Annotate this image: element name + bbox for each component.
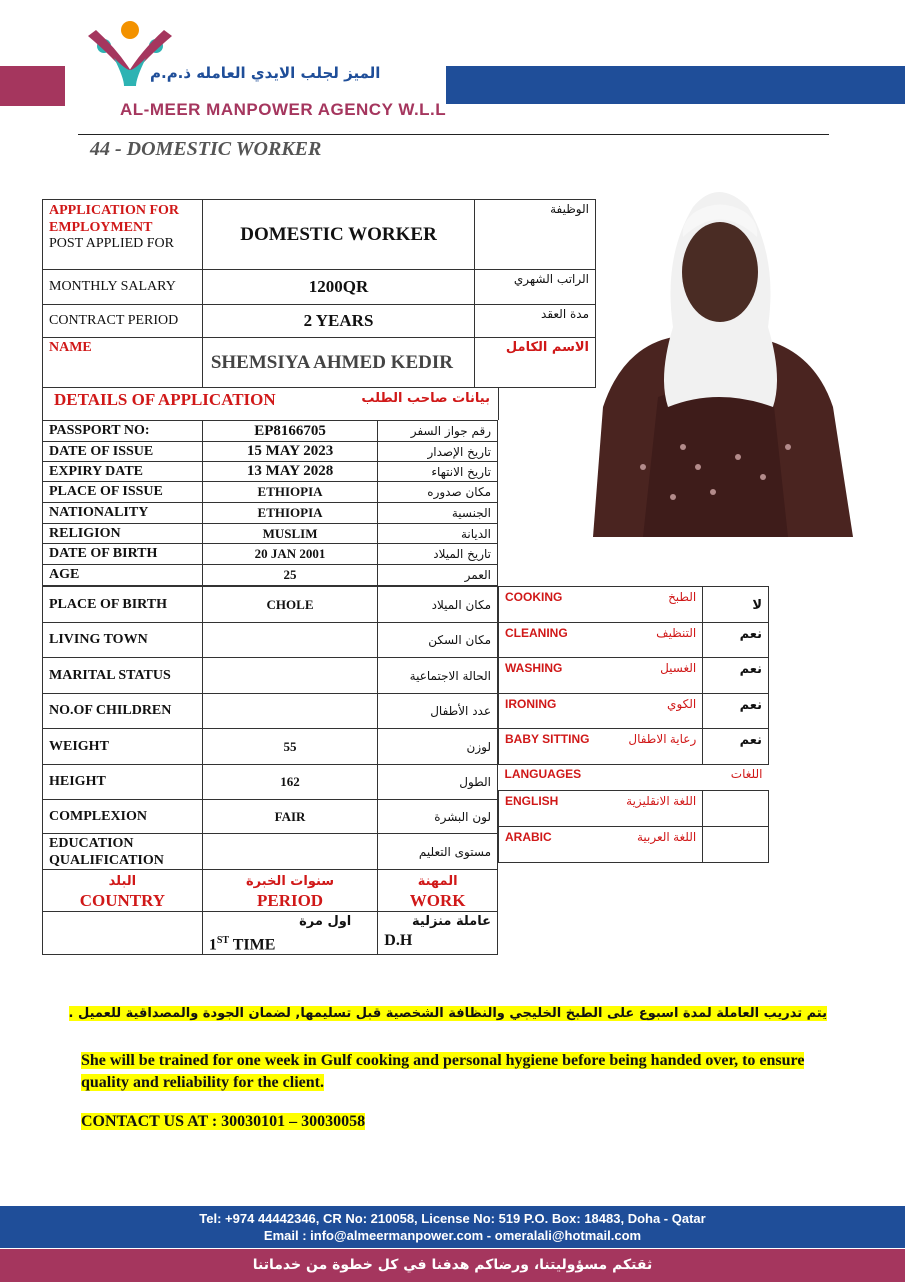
employment-table <box>42 199 596 388</box>
work-header: WORK <box>409 890 466 910</box>
religion-value: MUSLIM <box>202 524 378 544</box>
skill-answer: نعم <box>703 623 769 658</box>
application-label: APPLICATION FOR EMPLOYMENT <box>49 203 180 235</box>
work-header-arabic: المهنة <box>417 873 458 889</box>
header-band-right <box>446 66 905 104</box>
experience-work: D.H <box>384 932 413 949</box>
company-name-english: AL-MEER MANPOWER AGENCY W.L.L <box>120 100 447 119</box>
country-header: COUNTRY <box>79 890 166 910</box>
salary-row <box>43 270 596 305</box>
expiry-date-value: 13 MAY 2028 <box>202 462 378 482</box>
education-value <box>202 834 377 870</box>
post-label: POST APPLIED FOR <box>49 236 175 251</box>
language-label: ENGLISH <box>499 791 599 827</box>
name-label: NAME <box>43 338 203 388</box>
skill-answer: لا <box>703 587 769 623</box>
education-label-arabic: مستوى التعليم <box>378 834 498 870</box>
footer-contact <box>0 1206 905 1248</box>
details-heading <box>42 387 499 420</box>
skill-label: CLEANING <box>499 623 599 658</box>
children-value <box>202 694 377 729</box>
skill-row <box>499 623 769 658</box>
weight-label-arabic: لوزن <box>378 729 498 765</box>
place-of-issue-label: PLACE OF ISSUE <box>43 482 203 503</box>
issue-date-label: DATE OF ISSUE <box>43 442 203 462</box>
name-value: SHEMSIYA AHMED KEDIR <box>202 338 474 388</box>
details-row <box>43 524 498 544</box>
education-label: EDUCATION QUALIFICATION <box>43 834 203 870</box>
contact-line <box>81 1113 365 1131</box>
skills-table <box>498 586 769 863</box>
skill-label-arabic: الكوي <box>598 694 702 729</box>
languages-heading-row <box>499 765 769 791</box>
details-row <box>43 544 498 565</box>
skill-label-arabic: الطبخ <box>598 587 702 623</box>
place-of-birth-label: PLACE OF BIRTH <box>43 587 203 623</box>
nationality-label-arabic: الجنسية <box>378 503 498 524</box>
period-header: PERIOD <box>256 890 324 910</box>
living-town-value <box>202 623 377 658</box>
language-label: ARABIC <box>499 827 599 863</box>
salary-value: 1200QR <box>202 270 474 305</box>
footer-line-1: Tel: +974 44442346, CR No: 210058, License No: 519 P.O. Box: 18483, Doha - Qatar <box>199 1211 706 1226</box>
living-town-label-arabic: مكان السكن <box>378 623 498 658</box>
post-label-arabic: الوظيفة <box>475 200 596 270</box>
passport-label: PASSPORT NO: <box>43 421 203 442</box>
religion-label: RELIGION <box>43 524 203 544</box>
nationality-label: NATIONALITY <box>43 503 203 524</box>
skill-row <box>499 587 769 623</box>
skill-answer: نعم <box>703 694 769 729</box>
languages-heading: LANGUAGES <box>504 767 582 781</box>
details-row <box>43 834 498 870</box>
contract-value: 2 YEARS <box>202 305 474 338</box>
experience-period-text: TIME <box>229 936 276 954</box>
company-name-arabic: الميز لجلب الايدي العامله ذ.م.م <box>150 64 381 82</box>
details-heading-text: DETAILS OF APPLICATION <box>54 390 276 409</box>
contact-text: CONTACT US AT : 30030101 – 30030058 <box>81 1113 366 1130</box>
passport-label-arabic: رقم جواز السفر <box>378 421 498 442</box>
post-row <box>43 200 596 270</box>
skill-row <box>499 729 769 765</box>
weight-label: WEIGHT <box>43 729 203 765</box>
skill-answer: نعم <box>703 729 769 765</box>
expiry-date-label-arabic: تاريخ الانتهاء <box>378 462 498 482</box>
document-title: 44 - DOMESTIC WORKER <box>90 138 322 160</box>
details-row <box>43 623 498 658</box>
place-of-birth-label-arabic: مكان الميلاد <box>378 587 498 623</box>
marital-status-label-arabic: الحالة الاجتماعية <box>378 658 498 694</box>
details-row <box>43 800 498 834</box>
footer-line-2: Email : info@almeermanpower.com - omeralali@hotmail.com <box>263 1228 642 1243</box>
skill-label: BABY SITTING <box>499 729 599 765</box>
post-value: DOMESTIC WORKER <box>202 200 474 270</box>
expiry-date-label: EXPIRY DATE <box>43 462 203 482</box>
skill-label-arabic: التنظيف <box>598 623 702 658</box>
skill-label-arabic: رعاية الاطفال <box>598 729 702 765</box>
languages-heading-arabic: اللغات <box>730 767 763 781</box>
height-value: 162 <box>202 765 377 800</box>
issue-date-value: 15 MAY 2023 <box>202 442 378 462</box>
dob-label-arabic: تاريخ الميلاد <box>378 544 498 565</box>
header-divider <box>78 134 829 135</box>
experience-country <box>43 912 203 955</box>
training-note-english <box>81 1050 806 1094</box>
experience-work-arabic: عاملة منزلية <box>411 914 491 929</box>
age-label: AGE <box>43 565 203 586</box>
details-row <box>43 729 498 765</box>
children-label-arabic: عدد الأطفال <box>378 694 498 729</box>
skill-label-arabic: الغسيل <box>598 658 702 694</box>
skill-label: WASHING <box>499 658 599 694</box>
country-header-arabic: البلد <box>108 873 137 889</box>
skill-label: IRONING <box>499 694 599 729</box>
details-row <box>43 442 498 462</box>
name-label-arabic: الاسم الكامل <box>475 338 596 388</box>
contract-label-arabic: مدة العقد <box>475 305 596 338</box>
language-answer <box>703 827 769 863</box>
language-row <box>499 827 769 863</box>
marital-status-label: MARITAL STATUS <box>43 658 203 694</box>
details-row <box>43 421 498 442</box>
details-heading-arabic: بيانات صاحب الطلب <box>361 391 490 406</box>
language-answer <box>703 791 769 827</box>
details-table <box>42 420 498 586</box>
training-note-arabic <box>69 1006 827 1021</box>
header-band-left <box>0 66 65 106</box>
passport-value: EP8166705 <box>202 421 378 442</box>
contract-row <box>43 305 596 338</box>
place-of-birth-value: CHOLE <box>202 587 377 623</box>
children-label: NO.OF CHILDREN <box>43 694 203 729</box>
experience-row <box>43 912 498 955</box>
details-row <box>43 765 498 800</box>
skill-row <box>499 658 769 694</box>
footer-slogan: ثقتكم مسؤوليتنا، ورضاكم هدفنا في كل خطوة من خدماتنا <box>0 1249 905 1282</box>
dob-value: 20 JAN 2001 <box>202 544 378 565</box>
period-header-arabic: سنوات الخبرة <box>246 873 335 889</box>
living-town-label: LIVING TOWN <box>43 623 203 658</box>
place-of-issue-label-arabic: مكان صدوره <box>378 482 498 503</box>
training-note-english-text: She will be trained for one week in Gulf cooking and personal hygiene before being handed over, to ensure quality and reliability for the client. <box>81 1052 805 1091</box>
dob-label: DATE OF BIRTH <box>43 544 203 565</box>
place-of-issue-value: ETHIOPIA <box>202 482 378 503</box>
salary-label-arabic: الراتب الشهري <box>475 270 596 305</box>
skill-label: COOKING <box>499 587 599 623</box>
complexion-value: FAIR <box>202 800 377 834</box>
salary-label: MONTHLY SALARY <box>43 270 203 305</box>
age-value: 25 <box>202 565 378 586</box>
details-row <box>43 482 498 503</box>
language-label-arabic: اللغة الانقليزية <box>598 791 702 827</box>
experience-header-row <box>43 870 498 912</box>
experience-period-arabic: اول مرة <box>299 914 352 929</box>
name-row <box>43 338 596 388</box>
details-table-2 <box>42 586 498 955</box>
weight-value: 55 <box>202 729 377 765</box>
training-note-arabic-text: يتم تدريب العاملة لمدة اسبوع على الطبخ الخليجي والنظافة الشخصية قبل تسليمها, لضمان الجودة والمصداقية للعميل . <box>68 1006 827 1021</box>
details-row <box>43 694 498 729</box>
height-label-arabic: الطول <box>378 765 498 800</box>
complexion-label: COMPLEXION <box>43 800 203 834</box>
religion-label-arabic: الديانة <box>378 524 498 544</box>
complexion-label-arabic: لون البشرة <box>378 800 498 834</box>
details-row <box>43 503 498 524</box>
details-row <box>43 587 498 623</box>
issue-date-label-arabic: تاريخ الإصدار <box>378 442 498 462</box>
skill-row <box>499 694 769 729</box>
details-row <box>43 658 498 694</box>
details-row <box>43 462 498 482</box>
language-label-arabic: اللغة العربية <box>598 827 702 863</box>
experience-period-sup: ST <box>216 935 230 946</box>
height-label: HEIGHT <box>43 765 203 800</box>
details-row <box>43 565 498 586</box>
experience-period-number: 1 <box>208 936 217 954</box>
contract-label: CONTRACT PERIOD <box>43 305 203 338</box>
skill-answer: نعم <box>703 658 769 694</box>
age-label-arabic: العمر <box>378 565 498 586</box>
marital-status-value <box>202 658 377 694</box>
language-row <box>499 791 769 827</box>
nationality-value: ETHIOPIA <box>202 503 378 524</box>
